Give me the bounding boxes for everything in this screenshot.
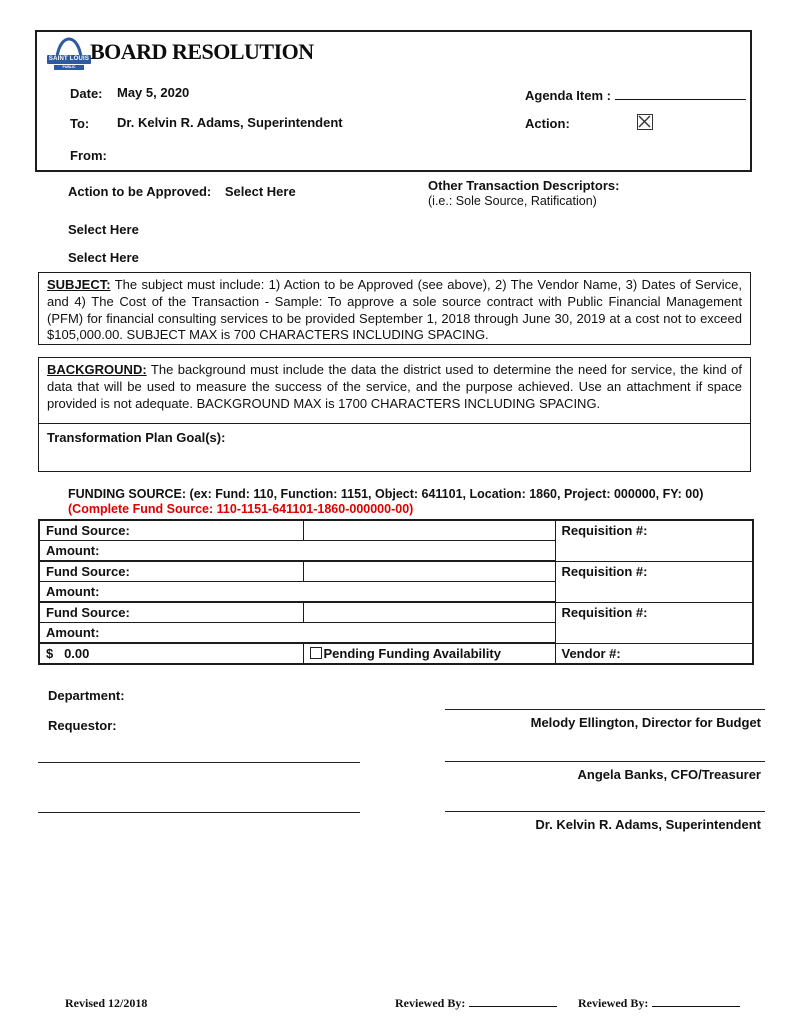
requisition-cell[interactable]: Requisition #:: [555, 520, 753, 561]
fund-source-field[interactable]: [303, 602, 555, 623]
subject-label: SUBJECT:: [47, 277, 111, 292]
logo-org-subname: PUBLIC SCHOOLS: [54, 65, 84, 70]
action-to-approve-row: [68, 184, 296, 199]
requisition-cell[interactable]: Requisition #:: [555, 561, 753, 602]
date-value: May 5, 2020: [117, 85, 190, 100]
requisition-cell[interactable]: Requisition #:: [555, 602, 753, 643]
signature-line-budget[interactable]: [445, 709, 765, 710]
checkbox-x-mark-icon: [638, 115, 651, 128]
action-to-approve-select[interactable]: Select Here: [224, 184, 296, 199]
reviewed-by-2-field[interactable]: [652, 996, 740, 1007]
background-text-section: [39, 358, 750, 424]
signature-caption-cfo: Angela Banks, CFO/Treasurer: [577, 767, 761, 782]
requestor-label: Requestor:: [48, 718, 117, 733]
district-logo: [47, 37, 91, 73]
vendor-cell[interactable]: Vendor #:: [555, 643, 753, 664]
date-label: Date:: [70, 86, 103, 101]
amount-field[interactable]: Amount:: [39, 623, 555, 644]
fund-source-label: Fund Source:: [39, 602, 303, 623]
signature-caption-superintendent: Dr. Kelvin R. Adams, Superintendent: [535, 817, 761, 832]
subject-text: The subject must include: 1) Action to be Approved (see above), 2) The Vendor Name, 3) Dates of Service, and 4) The Cost of the Transaction - Sample: To approve a sole source contract with Public Financial Management (PFM) for financial consulting services to be provided September 1, 2018 through June 30, 2019 at a cost not to exceed $105,000.00. SUBJECT MAX is 700 CHARACTERS INCLUDING SPACING.: [47, 277, 742, 343]
transformation-plan-goals-label: Transformation Plan Goal(s):: [47, 430, 226, 445]
gateway-arch-icon: [47, 37, 91, 57]
background-box: [38, 357, 751, 472]
logo-org-name: SAINT LOUIS: [48, 56, 90, 62]
reviewed-by-1-label: Reviewed By:: [395, 996, 466, 1010]
funding-row-3-source: [39, 602, 753, 623]
pending-funding-label: Pending Funding Availability: [323, 646, 501, 661]
to-label: To:: [70, 116, 90, 131]
from-label: From:: [70, 148, 107, 163]
other-descriptors-hint: (i.e.: Sole Source, Ratification): [428, 194, 597, 208]
pending-funding-checkbox[interactable]: [310, 647, 322, 659]
action-label: Action:: [525, 116, 570, 131]
background-label: BACKGROUND:: [47, 362, 147, 377]
background-text: The background must include the data the district used to determine the need for service, the kind of data that will be used to measure the success of the service, and the purpose achieved. Use an attachment if space provided is not adequate. BACKGROUND MAX is 1700 CHARACTERS INCLUDING SPACING.: [47, 362, 742, 411]
funding-total-row: [39, 643, 753, 664]
fund-source-field[interactable]: [303, 520, 555, 541]
fund-source-label: Fund Source:: [39, 520, 303, 541]
reviewed-by-2: [578, 996, 740, 1011]
action-to-approve-label: Action to be Approved:: [68, 184, 212, 199]
reviewed-by-1-field[interactable]: [469, 996, 557, 1007]
funding-row-2-source: [39, 561, 753, 582]
funding-row-1-source: [39, 520, 753, 541]
amount-field[interactable]: Amount:: [39, 582, 555, 603]
page-title: BOARD RESOLUTION: [90, 39, 314, 64]
funding-table: [38, 519, 754, 665]
other-descriptors-label: Other Transaction Descriptors:: [428, 178, 620, 193]
header-box: [35, 30, 752, 172]
action-checkbox[interactable]: [637, 114, 653, 130]
total-amount-value: $ 0.00: [39, 643, 303, 664]
signature-line-superintendent[interactable]: [445, 811, 765, 812]
signature-caption-budget: Melody Ellington, Director for Budget: [530, 715, 761, 730]
select-placeholder-1[interactable]: Select Here: [68, 222, 139, 237]
fund-source-field[interactable]: [303, 561, 555, 582]
reviewed-by-2-label: Reviewed By:: [578, 996, 649, 1010]
subject-box: [38, 272, 751, 345]
funding-source-heading: FUNDING SOURCE: (ex: Fund: 110, Function: 1151, Object: 641101, Location: 1860, Project: 000000, FY: 00): [68, 487, 704, 501]
select-placeholder-2[interactable]: Select Here: [68, 250, 139, 265]
to-value: Dr. Kelvin R. Adams, Superintendent: [117, 115, 343, 130]
pending-funding-cell: [303, 643, 555, 664]
fund-source-label: Fund Source:: [39, 561, 303, 582]
department-signature-line[interactable]: [38, 812, 360, 813]
department-label: Department:: [48, 688, 125, 703]
complete-fund-source-note: (Complete Fund Source: 110-1151-641101-1860-000000-00): [68, 502, 414, 516]
agenda-item-field[interactable]: [615, 87, 746, 100]
agenda-item-label: Agenda Item :: [525, 88, 611, 103]
other-descriptors-block: [428, 178, 728, 208]
revised-date: Revised 12/2018: [65, 996, 148, 1010]
reviewed-by-1: [395, 996, 557, 1011]
amount-field[interactable]: Amount:: [39, 541, 555, 562]
signature-line-cfo[interactable]: [445, 761, 765, 762]
requestor-signature-line[interactable]: [38, 762, 360, 763]
